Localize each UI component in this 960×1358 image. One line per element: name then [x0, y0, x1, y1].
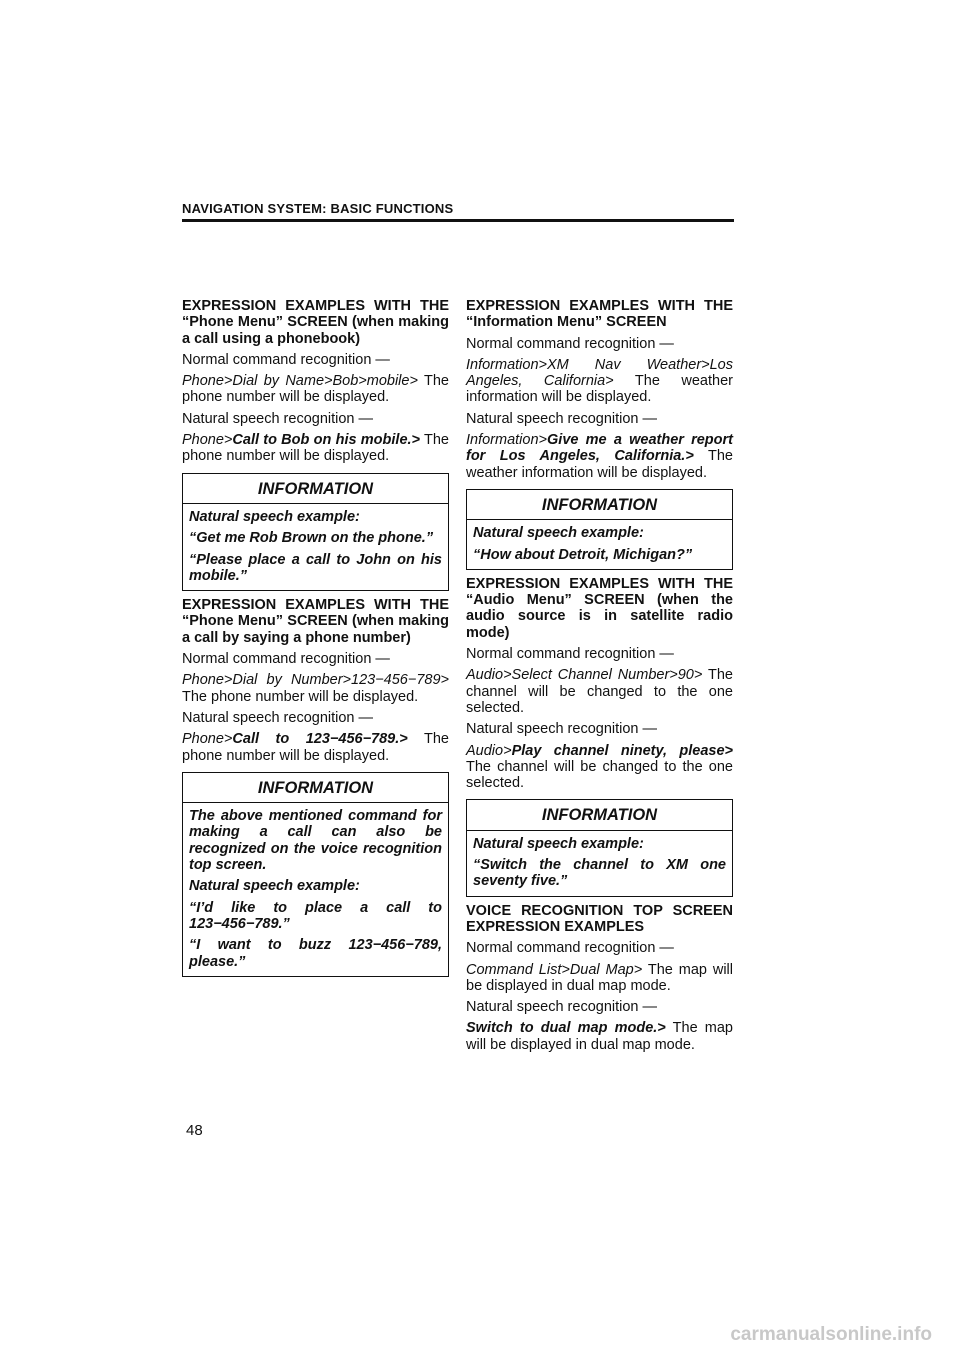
information-line: Natural speech example:: [189, 508, 360, 525]
natural-command: Give me a weather report for Los Angeles, California.>: [466, 432, 733, 465]
natural-result: The phone number will be displayed.: [182, 731, 449, 764]
section-voice-top-screen: [466, 903, 733, 1053]
information-box: [182, 772, 449, 977]
natural-command: Switch to dual map mode.>: [466, 1020, 666, 1037]
header-rule: [182, 219, 734, 222]
information-line: Natural speech example:: [473, 835, 644, 852]
natural-label: Natural speech recognition —: [466, 721, 658, 738]
right-column: [466, 298, 733, 1053]
normal-label: Normal command recognition —: [182, 651, 390, 668]
section-phone-phonebook: [182, 298, 449, 465]
normal-example: [466, 962, 733, 995]
natural-command: Call to Bob on his mobile.>: [232, 432, 421, 449]
information-box: [466, 489, 733, 570]
natural-prefix: Phone>: [182, 731, 233, 748]
information-title: INFORMATION: [467, 800, 732, 830]
normal-command: Audio>Select Channel Number>90>: [466, 667, 703, 684]
information-title: INFORMATION: [467, 490, 732, 520]
normal-label: Normal command recognition —: [466, 646, 674, 663]
normal-example: [466, 357, 733, 406]
natural-command: Call to 123−456−789.>: [232, 731, 408, 748]
normal-label: Normal command recognition —: [182, 351, 390, 368]
section-phone-number: [182, 597, 449, 764]
section-heading: EXPRESSION EXAMPLES WITH THE “Audio Menu” SCREEN (when the audio source is in satellite radio mode): [466, 575, 733, 641]
information-line: The above mentioned command for making a call can also be recognized on the voice recognition top screen.: [189, 808, 442, 874]
natural-example: [182, 432, 449, 465]
information-box: [466, 799, 733, 896]
natural-example: [466, 432, 733, 481]
natural-command: Play channel ninety, please>: [511, 742, 733, 759]
normal-example: [466, 667, 733, 716]
watermark: carmanualsonline.info: [730, 1324, 932, 1345]
natural-prefix: Phone>: [182, 432, 233, 449]
natural-example: [466, 1020, 733, 1053]
information-body: [183, 504, 448, 590]
information-box: [182, 473, 449, 591]
natural-label: Natural speech recognition —: [466, 410, 658, 427]
information-line: Natural speech example:: [189, 878, 360, 895]
information-line: “How about Detroit, Michigan?”: [473, 546, 693, 563]
left-column: [182, 298, 449, 983]
page-header: [182, 201, 734, 222]
page-number: 48: [186, 1122, 203, 1139]
normal-command: Information>XM Nav Weather>Los Angeles, California>: [466, 356, 733, 390]
normal-command: Command List>Dual Map>: [466, 961, 643, 978]
information-line: “Get me Rob Brown on the phone.”: [189, 530, 434, 547]
section-audio-menu: [466, 576, 733, 792]
information-line: “Switch the channel to XM one seventy five.”: [473, 857, 726, 890]
normal-example: [182, 373, 449, 406]
natural-label: Natural speech recognition —: [182, 709, 374, 726]
normal-result: The phone number will be displayed.: [182, 688, 419, 705]
information-line: “I’d like to place a call to 123−456−789.”: [189, 899, 442, 932]
natural-result: The map will be displayed in dual map mode.: [466, 1020, 733, 1053]
normal-command: Phone>Dial by Name>Bob>mobile>: [182, 373, 418, 390]
normal-label: Normal command recognition —: [466, 940, 674, 957]
normal-result: The channel will be changed to the one selected.: [466, 667, 733, 716]
natural-prefix: Audio>: [466, 742, 512, 759]
information-title: INFORMATION: [183, 773, 448, 803]
natural-prefix: Information>: [466, 432, 548, 449]
information-body: [467, 831, 732, 896]
information-line: “Please place a call to John on his mobile.”: [189, 551, 442, 584]
normal-command: Phone>Dial by Number>123−456−789>: [182, 672, 449, 689]
natural-result: The phone number will be displayed.: [182, 432, 449, 465]
normal-label: Normal command recognition —: [466, 335, 674, 352]
information-body: [183, 803, 448, 976]
information-line: “I want to buzz 123−456−789, please.”: [189, 937, 442, 970]
section-information-menu: [466, 298, 733, 481]
information-body: [467, 520, 732, 569]
normal-example: [182, 672, 449, 705]
natural-example: [182, 731, 449, 764]
section-heading: VOICE RECOGNITION TOP SCREEN EXPRESSION EXAMPLES: [466, 902, 733, 935]
natural-label: Natural speech recognition —: [466, 999, 658, 1016]
natural-result: The channel will be changed to the one selected.: [466, 758, 733, 792]
normal-result: The map will be displayed in dual map mode.: [466, 961, 733, 994]
normal-result: The weather information will be displayed.: [466, 373, 733, 406]
information-line: Natural speech example:: [473, 525, 644, 542]
natural-result: The weather information will be displayed.: [466, 448, 733, 481]
normal-result: The phone number will be displayed.: [182, 373, 449, 406]
section-heading: EXPRESSION EXAMPLES WITH THE “Phone Menu” SCREEN (when making a call using a phonebook): [182, 298, 449, 347]
header-title: NAVIGATION SYSTEM: BASIC FUNCTIONS: [182, 201, 454, 216]
natural-label: Natural speech recognition —: [182, 410, 374, 427]
information-title: INFORMATION: [183, 474, 448, 504]
section-heading: EXPRESSION EXAMPLES WITH THE “Phone Menu” SCREEN (when making a call by saying a phone number): [182, 597, 449, 646]
section-heading: EXPRESSION EXAMPLES WITH THE “Information Menu” SCREEN: [466, 298, 733, 331]
natural-example: [466, 743, 733, 792]
